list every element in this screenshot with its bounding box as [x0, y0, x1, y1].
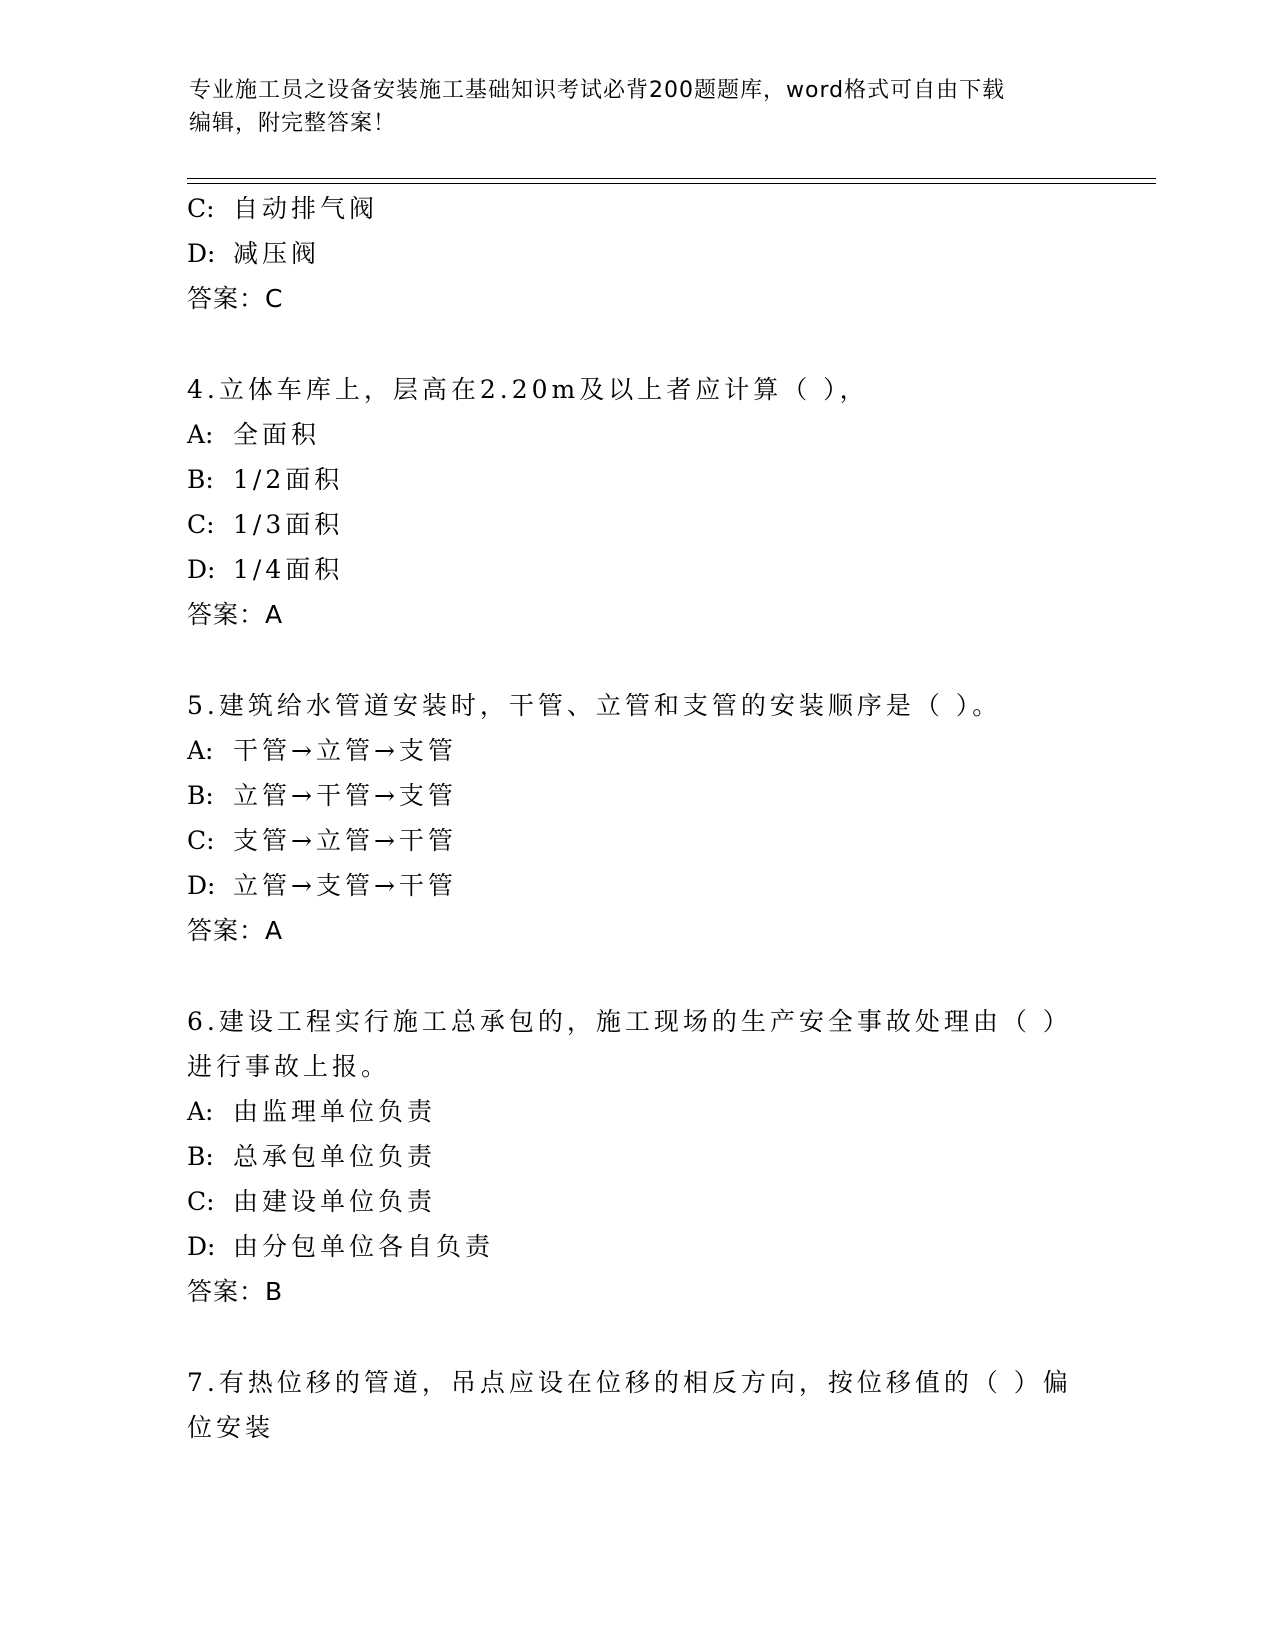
q4-option-d: D: 1/4面积 [187, 555, 344, 584]
q6-option-a: A: 由监理单位负责 [187, 1097, 437, 1126]
q4-option-a: A: 全面积 [187, 420, 321, 449]
q4-stem: 4.立体车库上，层高在2.20m及以上者应计算（ ）， [187, 375, 869, 404]
q3-answer: 答案：C [187, 284, 284, 313]
q7-stem-line-2: 位安装 [187, 1413, 275, 1442]
q3-option-c: C: 自动排气阀 [187, 194, 379, 223]
header-line-1: 专业施工员之设备安装施工基础知识考试必背200题题库，word格式可自由下载 [189, 78, 1006, 103]
header-divider-bottom [187, 183, 1156, 184]
q4-option-b: B: 1/2面积 [187, 465, 344, 494]
q5-answer: 答案：A [187, 916, 284, 945]
q5-option-c: C: 支管→立管→干管 [187, 826, 457, 855]
q4-answer: 答案：A [187, 600, 284, 629]
q3-option-d: D: 减压阀 [187, 239, 321, 268]
q6-stem-line-2: 进行事故上报。 [187, 1052, 391, 1081]
q6-option-d: D: 由分包单位各自负责 [187, 1232, 495, 1261]
q6-stem-line-1: 6.建设工程实行施工总承包的，施工现场的生产安全事故处理由（ ） [187, 1007, 1072, 1036]
header-divider-top [187, 178, 1156, 179]
document-header [189, 74, 1089, 140]
q5-option-d: D: 立管→支管→干管 [187, 871, 457, 900]
q6-answer: 答案：B [187, 1277, 284, 1306]
q7-stem-line-1: 7.有热位移的管道，吊点应设在位移的相反方向，按位移值的（ ）偏 [187, 1368, 1072, 1397]
q5-stem: 5.建筑给水管道安装时，干管、立管和支管的安装顺序是（ ）。 [187, 691, 1002, 720]
q4-option-c: C: 1/3面积 [187, 510, 344, 539]
q6-option-b: B: 总承包单位负责 [187, 1142, 437, 1171]
q5-option-b: B: 立管→干管→支管 [187, 781, 457, 810]
q6-option-c: C: 由建设单位负责 [187, 1187, 437, 1216]
q5-option-a: A: 干管→立管→支管 [187, 736, 457, 765]
header-line-2: 编辑，附完整答案！ [189, 111, 397, 136]
